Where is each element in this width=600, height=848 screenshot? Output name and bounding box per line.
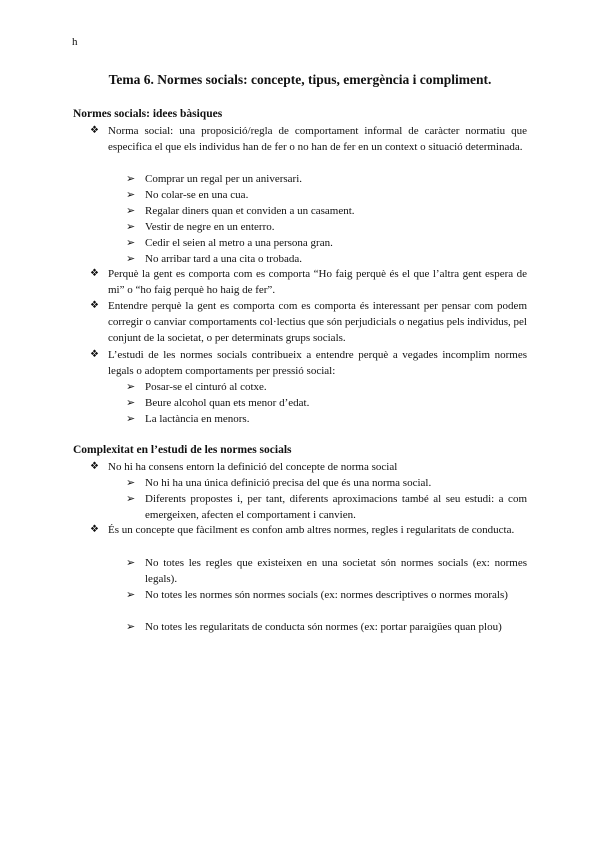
section-heading: Complexitat en l’estudi de les normes socials	[73, 444, 292, 456]
diamond-bullet-icon: ❖	[90, 300, 99, 311]
sub-bullet-item	[126, 187, 527, 203]
bullet-text: Entendre perquè la gent es comporta com es comporta és interessant per pensar com podem corregir o canviar comportaments col·lectius que són perjudicials o negatius pels individus, pel conjunt de la societat, o per determinats grups socials.	[108, 300, 527, 344]
sub-bullet-text: No arribar tard a una cita o trobada.	[145, 253, 302, 265]
sub-bullet-item	[126, 555, 527, 587]
sub-bullet-text: No totes les regles que existeixen en una societat són normes socials (ex: normes legals).	[145, 557, 527, 585]
sub-bullet-text: Vestir de negre en un enterro.	[145, 221, 275, 233]
bullet-text: Perquè la gent es comporta com es comporta “Ho faig perquè és el que l’altra gent espera de mi” o “ho faig perquè ho haig de fer”.	[108, 268, 527, 296]
bullet-item	[90, 266, 527, 298]
sub-bullet-item	[126, 395, 527, 411]
sub-bullet-text: No totes les regularitats de conducta són normes (ex: portar paraigües quan plou)	[145, 621, 502, 633]
diamond-bullet-icon: ❖	[90, 268, 99, 279]
arrowhead-icon: ➢	[126, 237, 136, 249]
sub-bullet-text: No totes les normes són normes socials (ex: normes descriptives o normes morals)	[145, 589, 508, 601]
arrowhead-icon: ➢	[126, 477, 136, 489]
bullet-item	[90, 298, 527, 346]
sub-bullet-text: Posar-se el cinturó al cotxe.	[145, 381, 267, 393]
arrowhead-icon: ➢	[126, 189, 136, 201]
arrowhead-icon: ➢	[126, 253, 136, 265]
bullet-item	[90, 522, 527, 538]
bullet-text: L’estudi de les normes socials contribueix a entendre perquè a vegades incomplim normes legals o adoptem comportaments per pressió social:	[108, 349, 527, 377]
sub-bullet-text: Beure alcohol quan ets menor d’edat.	[145, 397, 310, 409]
section-heading: Normes socials: idees bàsiques	[73, 108, 223, 120]
sub-bullet-item	[126, 203, 527, 219]
arrowhead-icon: ➢	[126, 413, 136, 425]
diamond-bullet-icon: ❖	[90, 461, 99, 472]
sub-bullet-text: La lactància en menors.	[145, 413, 250, 425]
arrowhead-icon: ➢	[126, 493, 136, 505]
document-title: Tema 6. Normes socials: concepte, tipus, emergència i compliment.	[108, 72, 492, 87]
bullet-item	[90, 347, 527, 379]
arrowhead-icon: ➢	[126, 397, 136, 409]
sub-bullet-item	[126, 219, 527, 235]
sub-bullet-item	[126, 411, 527, 427]
diamond-bullet-icon: ❖	[90, 125, 99, 136]
arrowhead-icon: ➢	[126, 621, 136, 633]
bullet-text: És un concepte que fàcilment es confon amb altres normes, regles i regularitats de conducta.	[108, 524, 515, 536]
bullet-item	[90, 123, 527, 155]
arrowhead-icon: ➢	[126, 381, 136, 393]
sub-bullet-item	[126, 379, 527, 395]
sub-bullet-text: Cedir el seien al metro a una persona gran.	[145, 237, 333, 249]
arrowhead-icon: ➢	[126, 221, 136, 233]
bullet-text: No hi ha consens entorn la definició del concepte de norma social	[108, 461, 398, 473]
sub-bullet-item	[126, 235, 527, 251]
sub-bullet-item	[126, 251, 527, 267]
sub-bullet-text: No colar-se en una cua.	[145, 189, 249, 201]
bullet-text: Norma social: una proposició/regla de comportament informal de caràcter normatiu que especifica el que els individus han de fer o no han de fer en un context o situació determinada.	[108, 125, 527, 153]
sub-bullet-item	[126, 587, 527, 603]
sub-bullet-text: Regalar diners quan et conviden a un casament.	[145, 205, 355, 217]
diamond-bullet-icon: ❖	[90, 349, 99, 360]
arrowhead-icon: ➢	[126, 173, 136, 185]
diamond-bullet-icon: ❖	[90, 524, 99, 535]
sub-bullet-text: No hi ha una única definició precisa del que és una norma social.	[145, 477, 432, 489]
sub-bullet-item	[126, 491, 527, 523]
sub-bullet-item	[126, 619, 527, 635]
sub-bullet-item	[126, 475, 527, 491]
sub-bullet-item	[126, 171, 527, 187]
arrowhead-icon: ➢	[126, 557, 136, 569]
page-header-mark: h	[72, 36, 78, 48]
bullet-item	[90, 459, 527, 475]
sub-bullet-text: Diferents propostes i, per tant, diferents aproximacions també al seu estudi: a com emergeixen, afecten el comportament i canvien.	[145, 493, 527, 521]
sub-bullet-text: Comprar un regal per un aniversari.	[145, 173, 302, 185]
arrowhead-icon: ➢	[126, 205, 136, 217]
arrowhead-icon: ➢	[126, 589, 136, 601]
